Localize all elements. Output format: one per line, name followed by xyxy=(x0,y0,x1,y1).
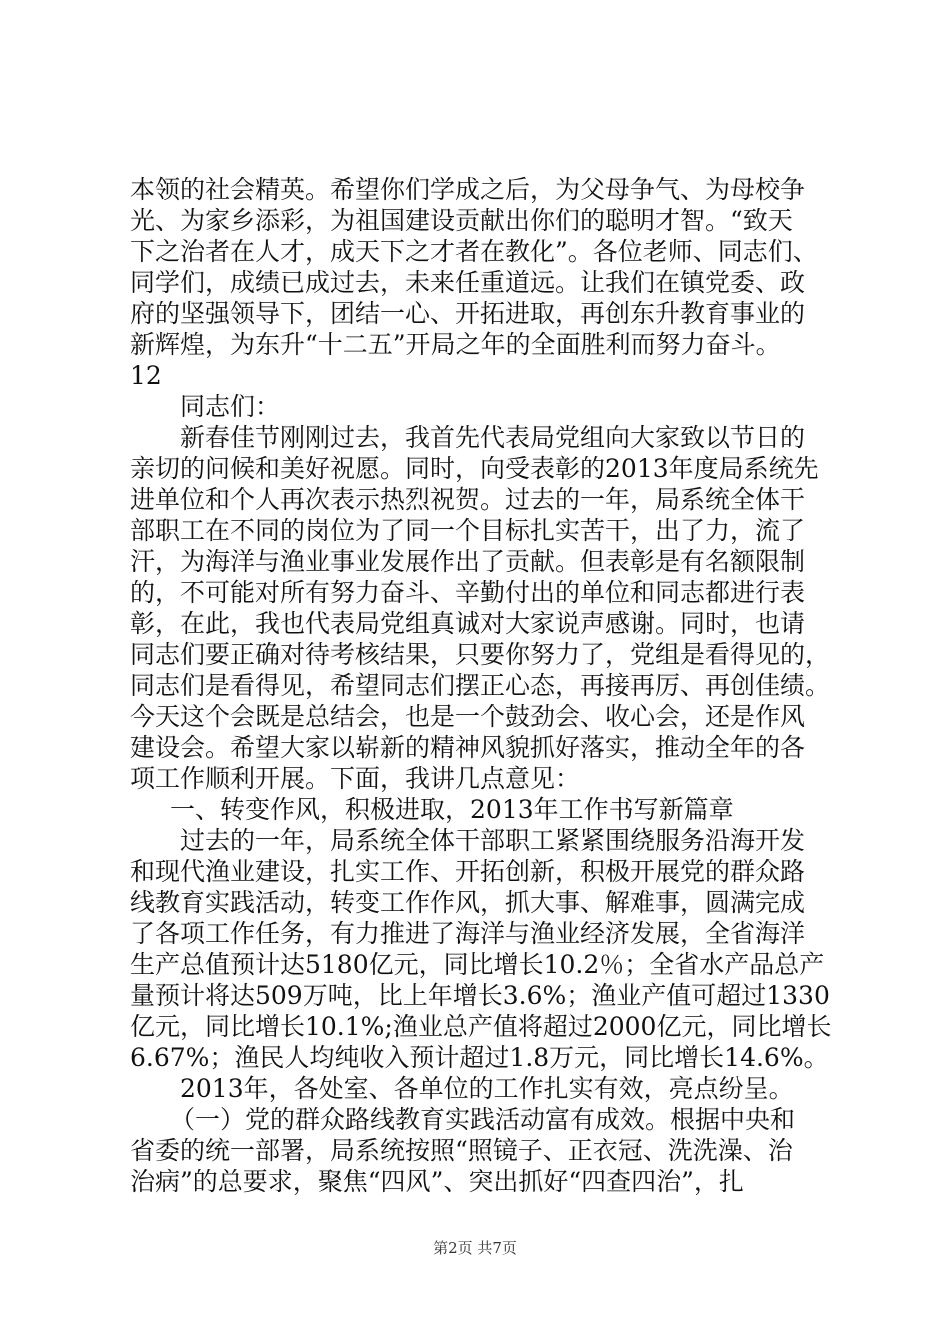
text-line: 本领的社会精英。希望你们学成之后，为父母争气、为母校争 xyxy=(130,175,806,204)
text-line: 线教育实践活动，转变工作作风，抓大事、解难事，圆满完成 xyxy=(130,888,806,917)
text-line: 2013年，各处室、各单位的工作扎实有效，亮点纷呈。 xyxy=(180,1074,794,1103)
section-heading: 一、转变作风，积极进取，2013年工作书写新篇章 xyxy=(170,795,734,824)
text-line: 彰，在此，我也代表局党组真诚对大家说声感谢。同时，也请 xyxy=(130,609,806,638)
text-line: 同志们是看得见，希望同志们摆正心态，再接再厉、再创佳绩。 xyxy=(130,671,831,700)
text-line: 治病”的总要求，聚焦“四风”、突出抓好“四查四治”，扎 xyxy=(130,1167,744,1196)
page-reference-number: 12 xyxy=(130,361,162,390)
text-line: 进单位和个人再次表示热烈祝贺。过去的一年，局系统全体干 xyxy=(130,485,806,514)
text-line: 建设会。希望大家以崭新的精神风貌抓好落实，推动全年的各 xyxy=(130,733,806,762)
text-line: 今天这个会既是总结会，也是一个鼓劲会、收心会，还是作风 xyxy=(130,702,806,731)
salutation: 同志们： xyxy=(180,392,281,421)
text-line: 过去的一年，局系统全体干部职工紧紧围绕服务沿海开发 xyxy=(180,826,806,855)
text-line: 项工作顺利开展。下面，我讲几点意见： xyxy=(130,764,581,793)
text-line: 部职工在不同的岗位为了同一个目标扎实苦干，出了力，流了 xyxy=(130,516,806,545)
text-line: 下之治者在人才，成天下之才者在教化”。各位老师、同志们、 xyxy=(130,237,818,266)
text-line: 了各项工作任务，有力推进了海洋与渔业经济发展，全省海洋 xyxy=(130,919,806,948)
text-line: 6.67%；渔民人均纯收入预计超过1.8万元，同比增长14.6%。 xyxy=(130,1043,829,1072)
text-line: 生产总值预计达5180亿元，同比增长10.2％；全省水产品总产 xyxy=(130,950,825,979)
text-line: 亲切的问候和美好祝愿。同时，向受表彰的2013年度局系统先 xyxy=(130,454,819,483)
document-body xyxy=(130,174,830,1197)
subsection-heading: （一）党的群众路线教育实践活动富有成效。根据中央和 xyxy=(170,1105,796,1134)
text-line: 光、为家乡添彩，为祖国建设贡献出你们的聪明才智。“致天 xyxy=(130,206,793,235)
text-line: 同学们，成绩已成过去，未来任重道远。让我们在镇党委、政 xyxy=(130,268,806,297)
text-line: 新春佳节刚刚过去，我首先代表局党组向大家致以节日的 xyxy=(180,423,806,452)
text-line: 量预计将达509万吨，比上年增长3.6%；渔业产值可超过1330 xyxy=(130,981,830,1010)
text-line: 汗，为海洋与渔业事业发展作出了贡献。但表彰是有名额限制 xyxy=(130,547,806,576)
text-line: 亿元，同比增长10.1%;渔业总产值将超过2000亿元，同比增长 xyxy=(130,1012,832,1041)
text-line: 的，不可能对所有努力奋斗、辛勤付出的单位和同志都进行表 xyxy=(130,578,806,607)
text-line: 和现代渔业建设，扎实工作、开拓创新，积极开展党的群众路 xyxy=(130,857,806,886)
text-line: 同志们要正确对待考核结果，只要你努力了，党组是看得见的， xyxy=(130,640,831,669)
text-line: 府的坚强领导下，团结一心、开拓进取，再创东升教育事业的 xyxy=(130,299,806,328)
text-line: 新辉煌，为东升“十二五”开局之年的全面胜利而努力奋斗。 xyxy=(130,330,781,359)
page-footer: 第2页 共7页 xyxy=(433,1239,517,1257)
text-line: 省委的统一部署，局系统按照“照镜子、正衣冠、洗洗澡、治 xyxy=(130,1136,793,1165)
